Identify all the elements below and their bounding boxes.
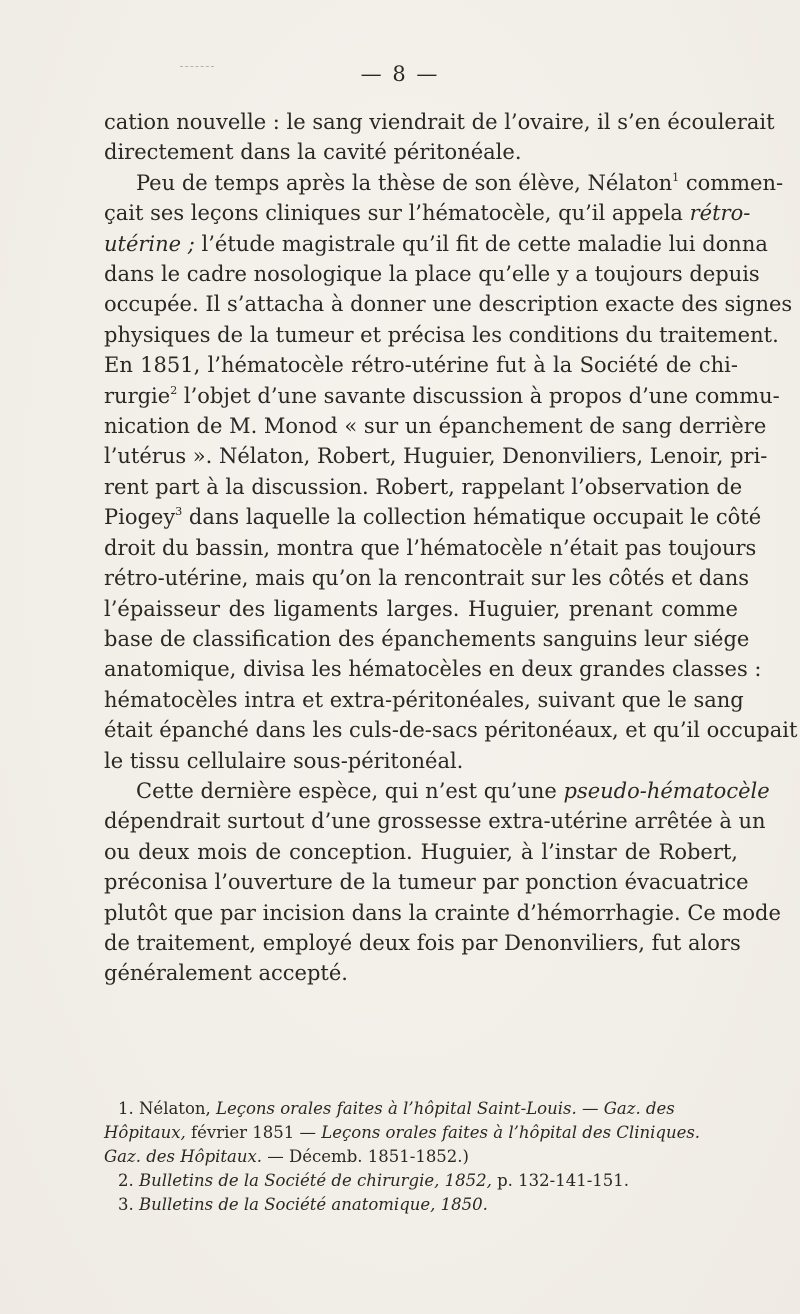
footnote-ref-1: 1 <box>672 170 680 184</box>
text-line <box>104 198 751 228</box>
text-line: anatomique, divisa les hématocèles en deux grandes classes : <box>104 657 762 682</box>
text-run: dans laquelle la collection hématique occupait le côté <box>182 505 762 530</box>
footnote-ref-2: 2 <box>170 383 178 397</box>
paragraph-2 <box>104 168 798 776</box>
footnote-3 <box>104 1193 744 1217</box>
italic-run: pseudo-hématocèle <box>563 778 770 803</box>
text-line: de traitement, employé deux fois par Denonviliers, fut alors <box>104 930 741 955</box>
text-line <box>104 168 784 198</box>
text-run: Piogey <box>104 505 176 530</box>
text-line: ou deux mois de conception. Huguier, à l’instar de Robert, <box>104 839 738 864</box>
footnote-number: 2. <box>118 1171 134 1190</box>
text-line: dépendrait surtout d’une grossesse extra-utérine arrêtée à un <box>104 809 766 834</box>
text-run: Nélaton, <box>133 1099 216 1118</box>
italic-run: rétro- <box>689 201 751 226</box>
footnote-number: 1. <box>118 1099 134 1118</box>
text-line: cation nouvelle : le sang viendrait de l’ovaire, il s’en écoulerait <box>104 110 775 134</box>
text-run: — Décemb. 1851-1852.) <box>262 1147 469 1166</box>
text-line: occupée. Il s’attacha à donner une description exacte des signes <box>104 292 793 317</box>
text-line: l’épaisseur des ligaments larges. Huguier, prenant comme <box>104 596 738 621</box>
paragraph-1 <box>104 107 775 168</box>
main-text <box>104 107 798 989</box>
text-run: février 1851 — <box>185 1123 322 1142</box>
text-line: préconisa l’ouverture de la tumeur par ponction évacuatrice <box>104 870 749 895</box>
text-line: dans le cadre nosologique la place qu’elle y a toujours depuis <box>104 262 760 287</box>
text-line: l’utérus ». Nélaton, Robert, Huguier, Denonviliers, Lenoir, pri- <box>104 444 768 469</box>
italic-run: utérine ; <box>104 231 195 256</box>
text-line: rent part à la discussion. Robert, rappelant l’observation de <box>104 474 743 499</box>
text-line <box>104 776 770 806</box>
italic-run: Bulletins de la Société de chirurgie, 1852, <box>133 1171 492 1190</box>
text-line: généralement accepté. <box>104 961 348 986</box>
text-run: commen- <box>679 170 784 195</box>
italic-run: Bulletins de la Société anatomique, 1850. <box>133 1195 488 1214</box>
text-run: l’objet d’une savante discussion à propos d’une commu- <box>177 383 780 408</box>
text-line: nication de M. Monod « sur un épanchement de sang derrière <box>104 414 767 439</box>
italic-run: Leçons orales faites à l’hôpital des Cliniques. <box>321 1123 701 1142</box>
text-line: le tissu cellulaire sous-péritonéal. <box>104 748 464 773</box>
text-run: l’étude magistrale qu’il fit de cette maladie lui donna <box>194 231 768 256</box>
page-number: — 8 — <box>360 62 440 86</box>
footnote-2 <box>104 1169 744 1193</box>
text-line <box>104 381 780 411</box>
text-line: En 1851, l’hématocèle rétro-utérine fut à la Société de chi- <box>104 353 738 378</box>
text-line <box>104 229 768 259</box>
text-run: Cette dernière espèce, qui n’est qu’une <box>136 778 564 803</box>
text-line: base de classification des épanchements sanguins leur siége <box>104 626 750 651</box>
footnote-1 <box>104 1097 744 1121</box>
text-line: rétro-utérine, mais qu’on la rencontrait sur les côtés et dans <box>104 566 750 591</box>
italic-run: Hôpitaux, <box>104 1123 186 1142</box>
text-line: droit du bassin, montra que l’hématocèle n’était pas toujours <box>104 535 757 560</box>
text-line: hématocèles intra et extra-péritonéales, suivant que le sang <box>104 687 744 712</box>
paragraph-3 <box>104 776 781 989</box>
italic-run: Gaz. des Hôpitaux. <box>104 1147 263 1166</box>
footnote-1-cont <box>104 1121 744 1145</box>
text-line: plutôt que par incision dans la crainte d’hémorrhagie. Ce mode <box>104 900 781 925</box>
footnote-ref-3: 3 <box>175 505 183 519</box>
italic-run: Gaz. des <box>603 1099 675 1118</box>
text-line: était épanché dans les culs-de-sacs péritonéaux, et qu’il occupait <box>104 718 798 743</box>
text-line: directement dans la cavité péritonéale. <box>104 140 522 165</box>
footnote-1-cont <box>104 1145 744 1169</box>
text-line: physiques de la tumeur et précisa les conditions du traitement. <box>104 322 779 347</box>
italic-run: Leçons orales faites à l’hôpital Saint-Louis. <box>216 1099 577 1118</box>
text-line <box>104 502 762 532</box>
text-run: rurgie <box>104 383 171 408</box>
text-run: — <box>576 1099 604 1118</box>
footnote-number: 3. <box>118 1195 134 1214</box>
footnotes <box>104 1097 744 1217</box>
text-run: Peu de temps après la thèse de son élève, Nélaton <box>136 170 673 195</box>
text-run: p. 132-141-151. <box>491 1171 630 1190</box>
text-run: çait ses leçons cliniques sur l’hématocèle, qu’il appela <box>104 201 690 226</box>
